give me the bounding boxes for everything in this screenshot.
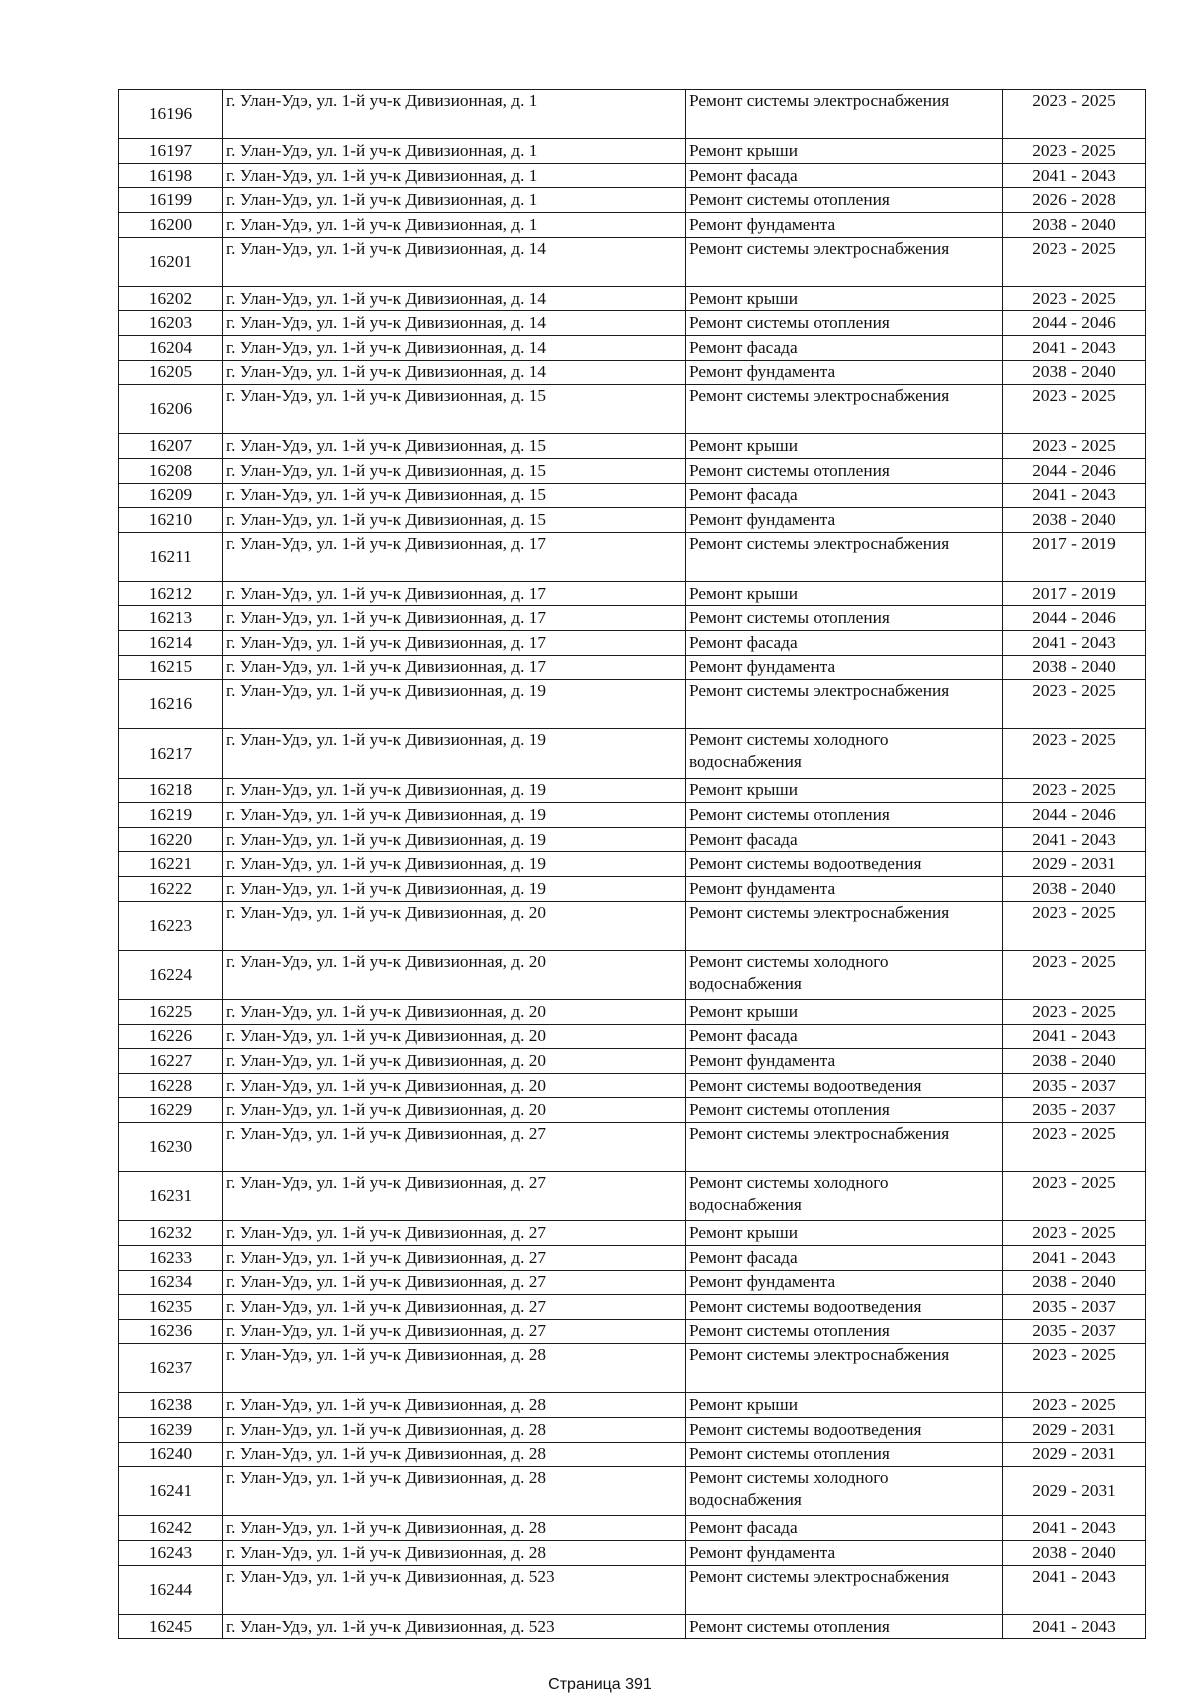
row-number-cell: 16241	[119, 1467, 223, 1516]
address-cell: г. Улан-Удэ, ул. 1-й уч-к Дивизионная, д. 28	[223, 1516, 686, 1541]
years-cell: 2044 - 2046	[1003, 458, 1146, 483]
years-cell: 2023 - 2025	[1003, 1122, 1146, 1171]
table-row	[119, 360, 1146, 385]
address-cell: г. Улан-Удэ, ул. 1-й уч-к Дивизионная, д. 1	[223, 139, 686, 164]
years-cell: 2023 - 2025	[1003, 1221, 1146, 1246]
table-row	[119, 508, 1146, 533]
row-number-cell: 16205	[119, 360, 223, 385]
row-number-cell: 16221	[119, 852, 223, 877]
row-number-cell: 16200	[119, 212, 223, 237]
work-type-cell: Ремонт фасада	[686, 631, 1003, 656]
works-table-body	[119, 90, 1146, 1639]
years-cell: 2041 - 2043	[1003, 827, 1146, 852]
work-type-cell: Ремонт системы отопления	[686, 458, 1003, 483]
work-type-cell: Ремонт системы электроснабжения	[686, 901, 1003, 950]
address-cell: г. Улан-Удэ, ул. 1-й уч-к Дивизионная, д. 20	[223, 1073, 686, 1098]
work-type-cell: Ремонт системы водоотведения	[686, 852, 1003, 877]
work-type-cell: Ремонт системы холодного водоснабжения	[686, 1172, 1003, 1221]
address-cell: г. Улан-Удэ, ул. 1-й уч-к Дивизионная, д. 27	[223, 1295, 686, 1320]
years-cell: 2029 - 2031	[1003, 1418, 1146, 1443]
table-row	[119, 1172, 1146, 1221]
row-number-cell: 16199	[119, 188, 223, 213]
years-cell: 2038 - 2040	[1003, 655, 1146, 680]
table-row	[119, 999, 1146, 1024]
row-number-cell: 16243	[119, 1541, 223, 1566]
address-cell: г. Улан-Удэ, ул. 1-й уч-к Дивизионная, д. 15	[223, 385, 686, 434]
table-row	[119, 778, 1146, 803]
row-number-cell: 16204	[119, 335, 223, 360]
table-row	[119, 237, 1146, 286]
years-cell: 2038 - 2040	[1003, 877, 1146, 902]
table-row	[119, 139, 1146, 164]
table-row	[119, 1049, 1146, 1074]
row-number-cell: 16215	[119, 655, 223, 680]
work-type-cell: Ремонт системы отопления	[686, 188, 1003, 213]
address-cell: г. Улан-Удэ, ул. 1-й уч-к Дивизионная, д. 523	[223, 1614, 686, 1639]
row-number-cell: 16209	[119, 483, 223, 508]
work-type-cell: Ремонт системы электроснабжения	[686, 1344, 1003, 1393]
address-cell: г. Улан-Удэ, ул. 1-й уч-к Дивизионная, д. 14	[223, 237, 686, 286]
work-type-cell: Ремонт крыши	[686, 999, 1003, 1024]
work-type-cell: Ремонт системы электроснабжения	[686, 385, 1003, 434]
years-cell: 2041 - 2043	[1003, 163, 1146, 188]
address-cell: г. Улан-Удэ, ул. 1-й уч-к Дивизионная, д. 1	[223, 212, 686, 237]
years-cell: 2035 - 2037	[1003, 1098, 1146, 1123]
table-row	[119, 1024, 1146, 1049]
work-type-cell: Ремонт системы электроснабжения	[686, 680, 1003, 729]
work-type-cell: Ремонт системы электроснабжения	[686, 532, 1003, 581]
address-cell: г. Улан-Удэ, ул. 1-й уч-к Дивизионная, д. 14	[223, 311, 686, 336]
address-cell: г. Улан-Удэ, ул. 1-й уч-к Дивизионная, д. 1	[223, 90, 686, 139]
address-cell: г. Улан-Удэ, ул. 1-й уч-к Дивизионная, д. 28	[223, 1344, 686, 1393]
address-cell: г. Улан-Удэ, ул. 1-й уч-к Дивизионная, д. 1	[223, 188, 686, 213]
years-cell: 2044 - 2046	[1003, 311, 1146, 336]
address-cell: г. Улан-Удэ, ул. 1-й уч-к Дивизионная, д. 14	[223, 335, 686, 360]
table-row	[119, 1098, 1146, 1123]
years-cell: 2041 - 2043	[1003, 1565, 1146, 1614]
table-row	[119, 311, 1146, 336]
table-row	[119, 1073, 1146, 1098]
address-cell: г. Улан-Удэ, ул. 1-й уч-к Дивизионная, д. 15	[223, 434, 686, 459]
row-number-cell: 16206	[119, 385, 223, 434]
address-cell: г. Улан-Удэ, ул. 1-й уч-к Дивизионная, д. 17	[223, 606, 686, 631]
address-cell: г. Улан-Удэ, ул. 1-й уч-к Дивизионная, д. 28	[223, 1541, 686, 1566]
work-type-cell: Ремонт системы водоотведения	[686, 1073, 1003, 1098]
row-number-cell: 16224	[119, 950, 223, 999]
table-row	[119, 532, 1146, 581]
work-type-cell: Ремонт крыши	[686, 581, 1003, 606]
address-cell: г. Улан-Удэ, ул. 1-й уч-к Дивизионная, д. 15	[223, 508, 686, 533]
table-row	[119, 606, 1146, 631]
address-cell: г. Улан-Удэ, ул. 1-й уч-к Дивизионная, д. 1	[223, 163, 686, 188]
row-number-cell: 16219	[119, 803, 223, 828]
table-row	[119, 1270, 1146, 1295]
row-number-cell: 16228	[119, 1073, 223, 1098]
years-cell: 2023 - 2025	[1003, 999, 1146, 1024]
work-type-cell: Ремонт фасада	[686, 163, 1003, 188]
row-number-cell: 16222	[119, 877, 223, 902]
years-cell: 2017 - 2019	[1003, 532, 1146, 581]
row-number-cell: 16244	[119, 1565, 223, 1614]
years-cell: 2035 - 2037	[1003, 1319, 1146, 1344]
address-cell: г. Улан-Удэ, ул. 1-й уч-к Дивизионная, д. 27	[223, 1221, 686, 1246]
work-type-cell: Ремонт фасада	[686, 335, 1003, 360]
table-row	[119, 729, 1146, 778]
table-row	[119, 581, 1146, 606]
table-row	[119, 631, 1146, 656]
address-cell: г. Улан-Удэ, ул. 1-й уч-к Дивизионная, д. 20	[223, 1098, 686, 1123]
row-number-cell: 16216	[119, 680, 223, 729]
row-number-cell: 16218	[119, 778, 223, 803]
table-row	[119, 1221, 1146, 1246]
table-row	[119, 852, 1146, 877]
work-type-cell: Ремонт системы отопления	[686, 311, 1003, 336]
table-row	[119, 1393, 1146, 1418]
address-cell: г. Улан-Удэ, ул. 1-й уч-к Дивизионная, д. 17	[223, 631, 686, 656]
address-cell: г. Улан-Удэ, ул. 1-й уч-к Дивизионная, д. 17	[223, 532, 686, 581]
address-cell: г. Улан-Удэ, ул. 1-й уч-к Дивизионная, д. 17	[223, 655, 686, 680]
years-cell: 2029 - 2031	[1003, 852, 1146, 877]
row-number-cell: 16203	[119, 311, 223, 336]
work-type-cell: Ремонт системы холодного водоснабжения	[686, 729, 1003, 778]
address-cell: г. Улан-Удэ, ул. 1-й уч-к Дивизионная, д. 27	[223, 1172, 686, 1221]
table-row	[119, 90, 1146, 139]
work-type-cell: Ремонт системы электроснабжения	[686, 1122, 1003, 1171]
table-row	[119, 1245, 1146, 1270]
row-number-cell: 16196	[119, 90, 223, 139]
table-row	[119, 827, 1146, 852]
works-table	[118, 89, 1146, 1639]
work-type-cell: Ремонт системы водоотведения	[686, 1418, 1003, 1443]
row-number-cell: 16230	[119, 1122, 223, 1171]
years-cell: 2044 - 2046	[1003, 606, 1146, 631]
years-cell: 2023 - 2025	[1003, 1344, 1146, 1393]
work-type-cell: Ремонт системы отопления	[686, 1319, 1003, 1344]
row-number-cell: 16238	[119, 1393, 223, 1418]
address-cell: г. Улан-Удэ, ул. 1-й уч-к Дивизионная, д. 19	[223, 803, 686, 828]
row-number-cell: 16220	[119, 827, 223, 852]
work-type-cell: Ремонт крыши	[686, 139, 1003, 164]
table-row	[119, 901, 1146, 950]
address-cell: г. Улан-Удэ, ул. 1-й уч-к Дивизионная, д. 27	[223, 1319, 686, 1344]
row-number-cell: 16211	[119, 532, 223, 581]
work-type-cell: Ремонт системы электроснабжения	[686, 1565, 1003, 1614]
row-number-cell: 16207	[119, 434, 223, 459]
row-number-cell: 16217	[119, 729, 223, 778]
table-row	[119, 1319, 1146, 1344]
years-cell: 2038 - 2040	[1003, 508, 1146, 533]
row-number-cell: 16213	[119, 606, 223, 631]
address-cell: г. Улан-Удэ, ул. 1-й уч-к Дивизионная, д. 523	[223, 1565, 686, 1614]
table-row	[119, 483, 1146, 508]
row-number-cell: 16227	[119, 1049, 223, 1074]
work-type-cell: Ремонт системы электроснабжения	[686, 90, 1003, 139]
address-cell: г. Улан-Удэ, ул. 1-й уч-к Дивизионная, д. 15	[223, 483, 686, 508]
work-type-cell: Ремонт крыши	[686, 286, 1003, 311]
address-cell: г. Улан-Удэ, ул. 1-й уч-к Дивизионная, д. 19	[223, 778, 686, 803]
years-cell: 2041 - 2043	[1003, 335, 1146, 360]
address-cell: г. Улан-Удэ, ул. 1-й уч-к Дивизионная, д. 19	[223, 877, 686, 902]
row-number-cell: 16235	[119, 1295, 223, 1320]
work-type-cell: Ремонт фасада	[686, 1245, 1003, 1270]
address-cell: г. Улан-Удэ, ул. 1-й уч-к Дивизионная, д. 20	[223, 1024, 686, 1049]
address-cell: г. Улан-Удэ, ул. 1-й уч-к Дивизионная, д. 19	[223, 827, 686, 852]
years-cell: 2023 - 2025	[1003, 434, 1146, 459]
work-type-cell: Ремонт крыши	[686, 434, 1003, 459]
row-number-cell: 16234	[119, 1270, 223, 1295]
row-number-cell: 16226	[119, 1024, 223, 1049]
years-cell: 2041 - 2043	[1003, 1245, 1146, 1270]
work-type-cell: Ремонт фундамента	[686, 877, 1003, 902]
table-row	[119, 877, 1146, 902]
table-row	[119, 1614, 1146, 1639]
table-row	[119, 655, 1146, 680]
work-type-cell: Ремонт системы отопления	[686, 803, 1003, 828]
table-row	[119, 212, 1146, 237]
years-cell: 2038 - 2040	[1003, 360, 1146, 385]
table-row	[119, 1344, 1146, 1393]
work-type-cell: Ремонт системы холодного водоснабжения	[686, 1467, 1003, 1516]
work-type-cell: Ремонт системы холодного водоснабжения	[686, 950, 1003, 999]
address-cell: г. Улан-Удэ, ул. 1-й уч-к Дивизионная, д. 19	[223, 680, 686, 729]
work-type-cell: Ремонт системы отопления	[686, 1442, 1003, 1467]
years-cell: 2023 - 2025	[1003, 139, 1146, 164]
row-number-cell: 16232	[119, 1221, 223, 1246]
work-type-cell: Ремонт фундамента	[686, 1541, 1003, 1566]
table-row	[119, 286, 1146, 311]
years-cell: 2023 - 2025	[1003, 1393, 1146, 1418]
row-number-cell: 16212	[119, 581, 223, 606]
row-number-cell: 16201	[119, 237, 223, 286]
table-row	[119, 1565, 1146, 1614]
address-cell: г. Улан-Удэ, ул. 1-й уч-к Дивизионная, д. 14	[223, 360, 686, 385]
table-row	[119, 1295, 1146, 1320]
table-row	[119, 1122, 1146, 1171]
row-number-cell: 16223	[119, 901, 223, 950]
address-cell: г. Улан-Удэ, ул. 1-й уч-к Дивизионная, д. 20	[223, 1049, 686, 1074]
row-number-cell: 16214	[119, 631, 223, 656]
years-cell: 2023 - 2025	[1003, 729, 1146, 778]
years-cell: 2029 - 2031	[1003, 1442, 1146, 1467]
table-row	[119, 188, 1146, 213]
row-number-cell: 16239	[119, 1418, 223, 1443]
years-cell: 2023 - 2025	[1003, 950, 1146, 999]
years-cell: 2023 - 2025	[1003, 237, 1146, 286]
years-cell: 2044 - 2046	[1003, 803, 1146, 828]
address-cell: г. Улан-Удэ, ул. 1-й уч-к Дивизионная, д. 28	[223, 1467, 686, 1516]
work-type-cell: Ремонт крыши	[686, 1221, 1003, 1246]
table-row	[119, 1442, 1146, 1467]
row-number-cell: 16242	[119, 1516, 223, 1541]
work-type-cell: Ремонт крыши	[686, 1393, 1003, 1418]
table-row	[119, 1467, 1146, 1516]
address-cell: г. Улан-Удэ, ул. 1-й уч-к Дивизионная, д. 15	[223, 458, 686, 483]
row-number-cell: 16198	[119, 163, 223, 188]
years-cell: 2026 - 2028	[1003, 188, 1146, 213]
row-number-cell: 16236	[119, 1319, 223, 1344]
address-cell: г. Улан-Удэ, ул. 1-й уч-к Дивизионная, д. 27	[223, 1122, 686, 1171]
table-row	[119, 950, 1146, 999]
address-cell: г. Улан-Удэ, ул. 1-й уч-к Дивизионная, д. 27	[223, 1270, 686, 1295]
row-number-cell: 16202	[119, 286, 223, 311]
table-row	[119, 458, 1146, 483]
years-cell: 2041 - 2043	[1003, 631, 1146, 656]
address-cell: г. Улан-Удэ, ул. 1-й уч-к Дивизионная, д. 28	[223, 1442, 686, 1467]
row-number-cell: 16229	[119, 1098, 223, 1123]
years-cell: 2041 - 2043	[1003, 1024, 1146, 1049]
row-number-cell: 16208	[119, 458, 223, 483]
years-cell: 2023 - 2025	[1003, 680, 1146, 729]
work-type-cell: Ремонт фасада	[686, 1024, 1003, 1049]
years-cell: 2023 - 2025	[1003, 778, 1146, 803]
work-type-cell: Ремонт фасада	[686, 827, 1003, 852]
work-type-cell: Ремонт системы водоотведения	[686, 1295, 1003, 1320]
work-type-cell: Ремонт фундамента	[686, 212, 1003, 237]
years-cell: 2017 - 2019	[1003, 581, 1146, 606]
years-cell: 2023 - 2025	[1003, 385, 1146, 434]
work-type-cell: Ремонт фасада	[686, 1516, 1003, 1541]
row-number-cell: 16233	[119, 1245, 223, 1270]
row-number-cell: 16210	[119, 508, 223, 533]
work-type-cell: Ремонт фундамента	[686, 360, 1003, 385]
address-cell: г. Улан-Удэ, ул. 1-й уч-к Дивизионная, д. 20	[223, 999, 686, 1024]
years-cell: 2023 - 2025	[1003, 90, 1146, 139]
years-cell: 2038 - 2040	[1003, 1270, 1146, 1295]
address-cell: г. Улан-Удэ, ул. 1-й уч-к Дивизионная, д. 19	[223, 729, 686, 778]
address-cell: г. Улан-Удэ, ул. 1-й уч-к Дивизионная, д. 20	[223, 950, 686, 999]
row-number-cell: 16245	[119, 1614, 223, 1639]
years-cell: 2029 - 2031	[1003, 1467, 1146, 1516]
row-number-cell: 16237	[119, 1344, 223, 1393]
years-cell: 2035 - 2037	[1003, 1073, 1146, 1098]
work-type-cell: Ремонт системы отопления	[686, 606, 1003, 631]
years-cell: 2038 - 2040	[1003, 212, 1146, 237]
address-cell: г. Улан-Удэ, ул. 1-й уч-к Дивизионная, д. 28	[223, 1393, 686, 1418]
work-type-cell: Ремонт системы отопления	[686, 1098, 1003, 1123]
row-number-cell: 16197	[119, 139, 223, 164]
work-type-cell: Ремонт фундамента	[686, 1049, 1003, 1074]
years-cell: 2023 - 2025	[1003, 901, 1146, 950]
work-type-cell: Ремонт системы отопления	[686, 1614, 1003, 1639]
row-number-cell: 16231	[119, 1172, 223, 1221]
years-cell: 2041 - 2043	[1003, 1516, 1146, 1541]
table-row	[119, 434, 1146, 459]
work-type-cell: Ремонт фундамента	[686, 508, 1003, 533]
table-row	[119, 163, 1146, 188]
years-cell: 2041 - 2043	[1003, 483, 1146, 508]
row-number-cell: 16240	[119, 1442, 223, 1467]
address-cell: г. Улан-Удэ, ул. 1-й уч-к Дивизионная, д. 19	[223, 852, 686, 877]
work-type-cell: Ремонт фундамента	[686, 1270, 1003, 1295]
address-cell: г. Улан-Удэ, ул. 1-й уч-к Дивизионная, д. 14	[223, 286, 686, 311]
table-row	[119, 1418, 1146, 1443]
years-cell: 2038 - 2040	[1003, 1049, 1146, 1074]
table-row	[119, 1541, 1146, 1566]
work-type-cell: Ремонт крыши	[686, 778, 1003, 803]
table-row	[119, 803, 1146, 828]
row-number-cell: 16225	[119, 999, 223, 1024]
address-cell: г. Улан-Удэ, ул. 1-й уч-к Дивизионная, д. 20	[223, 901, 686, 950]
years-cell: 2038 - 2040	[1003, 1541, 1146, 1566]
years-cell: 2023 - 2025	[1003, 1172, 1146, 1221]
table-row	[119, 335, 1146, 360]
years-cell: 2023 - 2025	[1003, 286, 1146, 311]
work-type-cell: Ремонт фасада	[686, 483, 1003, 508]
address-cell: г. Улан-Удэ, ул. 1-й уч-к Дивизионная, д. 27	[223, 1245, 686, 1270]
work-type-cell: Ремонт фундамента	[686, 655, 1003, 680]
table-row	[119, 385, 1146, 434]
address-cell: г. Улан-Удэ, ул. 1-й уч-к Дивизионная, д. 28	[223, 1418, 686, 1443]
work-type-cell: Ремонт системы электроснабжения	[686, 237, 1003, 286]
table-row	[119, 1516, 1146, 1541]
years-cell: 2041 - 2043	[1003, 1614, 1146, 1639]
address-cell: г. Улан-Удэ, ул. 1-й уч-к Дивизионная, д. 17	[223, 581, 686, 606]
page-number: Страница 391	[548, 1676, 652, 1693]
table-row	[119, 680, 1146, 729]
years-cell: 2035 - 2037	[1003, 1295, 1146, 1320]
